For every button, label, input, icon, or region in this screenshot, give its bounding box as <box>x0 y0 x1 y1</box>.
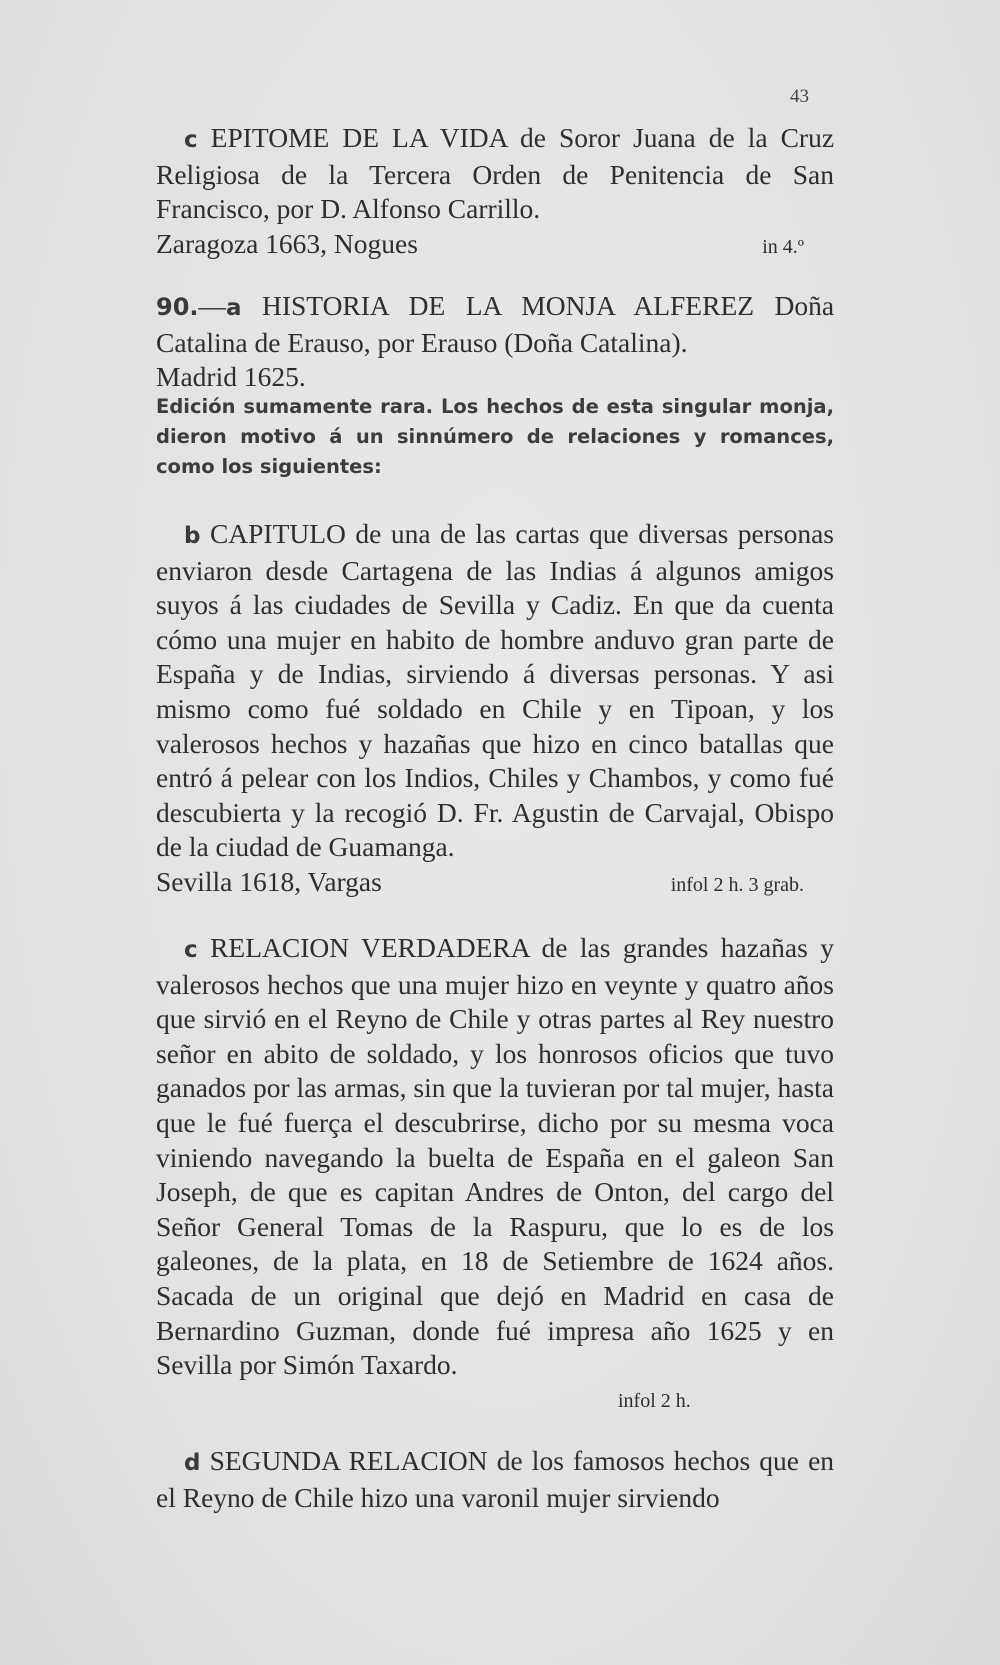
entry-imprint: Sevilla 1618, Vargas <box>156 865 382 897</box>
entry-letter: c <box>184 937 198 963</box>
catalog-entry-historia <box>156 289 834 395</box>
entry-letter: a <box>226 295 242 321</box>
entry-text: de los famosos hechos que en el Reyno de Chile hizo una varonil mujer sirviendo <box>156 1445 835 1513</box>
entry-title: CAPITULO <box>209 518 346 549</box>
entry-format: infol 2 h. <box>618 1390 691 1412</box>
entry-imprint-row <box>156 227 834 265</box>
entry-title: HISTORIA DE LA MONJA ALFEREZ <box>261 290 755 321</box>
entry-letter: d <box>184 1450 201 1476</box>
entry-body <box>156 931 834 1383</box>
entry-title: SEGUNDA RELACION <box>209 1445 488 1476</box>
entry-body <box>156 121 834 227</box>
entry-format: in 4.º <box>762 235 804 258</box>
entry-note-text: Edición sumamente rara. Los hechos de esta singular monja, dieron motivo á un sinnúmero de relaciones y romances, como los siguientes: <box>156 395 834 478</box>
entry-imprint: Madrid 1625. <box>156 361 306 393</box>
page-number: 43 <box>790 86 809 107</box>
entry-title: RELACION VERDADERA <box>210 932 530 963</box>
entry-note <box>156 392 834 482</box>
entry-text: de una de las cartas que diversas personas enviaron desde Cartagena de las Indias á algunos amigos suyos á las ciudades de Sevilla y Cadiz. En que da cuenta cómo una mujer en habito de hombre anduvo gran parte de España y de Indias, sirviendo á diversas personas. Y asi mismo como fué soldado en Chile y en Tipoan, y los valerosos hechos y hazañas que hizo en cinco batallas que entró á pelear con los Indios, Chiles y Chambos, y como fué descubierta y la recogió D. Fr. Agustin de Carvajal, Obispo de la ciudad de Guamanga. <box>156 518 834 863</box>
entry-format: infol 2 h. 3 grab. <box>670 873 804 896</box>
catalog-entry-relacion-verdadera <box>156 931 834 1383</box>
entry-body <box>156 1444 834 1515</box>
entry-letter: c <box>184 127 198 153</box>
catalog-entry-segunda-relacion <box>156 1444 834 1515</box>
entry-text: Doña Catalina de Erauso, por Erauso (Doña Catalina). <box>156 290 835 358</box>
entry-number: 90. <box>156 293 199 321</box>
entry-letter: b <box>184 523 201 549</box>
entry-dash: — <box>198 290 227 321</box>
entry-imprint: Zaragoza 1663, Nogues <box>156 227 418 259</box>
entry-text: de Soror Juana de la Cruz Religiosa de la Tercera Orden de Penitencia de San Francisco, por D. Alfonso Carrillo. <box>156 122 835 225</box>
entry-imprint-row <box>156 865 834 903</box>
entry-text: de las grandes hazañas y valerosos hechos que una mujer hizo en veynte y quatro años que sirvió en el Reyno de Chile y otras partes al Rey nuestro señor en abito de soldado, y los honrosos oficios que tuvo ganados por las armas, sin que la tuvieran por tal mujer, hasta que le fué fuerça el descubrirse, dicho por su mesma voca viniendo navegando la buelta de España en el galeon San Joseph, de que es capitan Andres de Onton, del cargo del Señor General Tomas de la Raspuru, que lo es de los galeones, de la plata, en 18 de Setiembre de 1624 años. Sacada de un original que dejó en Madrid en casa de Bernardino Guzman, donde fué impresa año 1625 y en Sevilla por Simón Taxardo. <box>156 932 834 1381</box>
catalog-entry-epitome <box>156 121 834 264</box>
catalog-entry-capitulo <box>156 517 834 903</box>
entry-body <box>156 517 834 865</box>
entry-body <box>156 289 834 360</box>
entry-title: EPITOME DE LA VIDA <box>210 122 507 153</box>
